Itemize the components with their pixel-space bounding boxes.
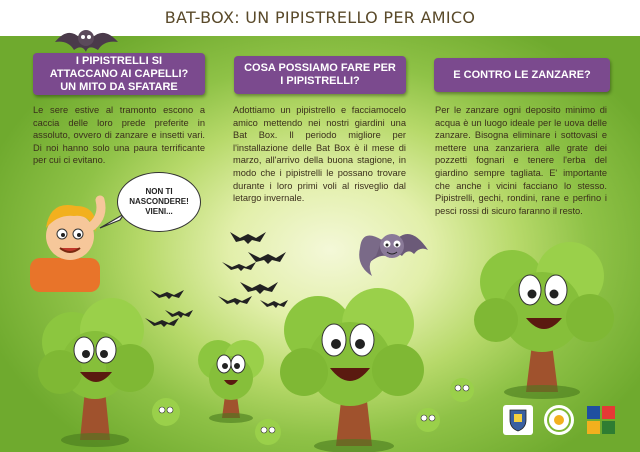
municipality-crest-icon bbox=[503, 405, 533, 435]
tree-left-icon bbox=[38, 298, 154, 447]
text-myth: Le sere estive al tramonto escono a caccia delle loro prede preferite in assoluto, ovvero di zanzare e insetti vari. Di noi hanno solo una paura terrificante per cui ci evitano. bbox=[33, 105, 205, 166]
bat-box-logo-icon bbox=[586, 405, 616, 435]
circular-logo-icon bbox=[544, 405, 574, 435]
bat-top-icon bbox=[55, 30, 118, 52]
bat-flock-icon bbox=[145, 232, 288, 327]
bat-mascot-icon bbox=[359, 234, 428, 276]
boy-character-icon bbox=[30, 200, 101, 292]
heading-what-to-do: COSA POSSIAMO FARE PER I PIPISTRELLI? bbox=[234, 56, 406, 94]
heading-myth: I PIPISTRELLI SI ATTACCANO AI CAPELLI? UN MITO DA SFATARE bbox=[33, 53, 205, 95]
text-mosquitoes: Per le zanzare ogni deposito minimo di acqua è un luogo ideale per le uova delle zanzare. Bisogna eliminare i sottovasi e mettere una zanzariera alle grate dei pozzetti fognari e tenere l'erba del giardino sempre tagliata. E' importante che anche i vicini facciano lo stesso. Pipistrelli, gechi, rondini, rane e perfino i pesci rossi di sicuro faranno il resto. bbox=[435, 105, 607, 216]
page-title: BAT-BOX: UN PIPISTRELLO PER AMICO bbox=[164, 8, 476, 27]
tree-right-icon bbox=[474, 242, 614, 399]
speech-bubble: NON TI NASCONDERE! VIENI... bbox=[117, 172, 201, 232]
text-what-to-do: Adottiamo un pipistrello e facciamocelo amico mettendo nei nostri giardini una Bat Box. Il periodo migliore per l'installazione delle Bat Box è il mese di marzo, all'arrivo della buona stagione, in modo che i pipistrelli le possano trovare durante i loro primi voli al risveglio dal letargo invernale. bbox=[233, 105, 406, 204]
tree-center-icon bbox=[280, 288, 424, 452]
tree-small-icon bbox=[198, 340, 264, 423]
heading-mosquitoes: E CONTRO LE ZANZARE? bbox=[434, 58, 610, 92]
